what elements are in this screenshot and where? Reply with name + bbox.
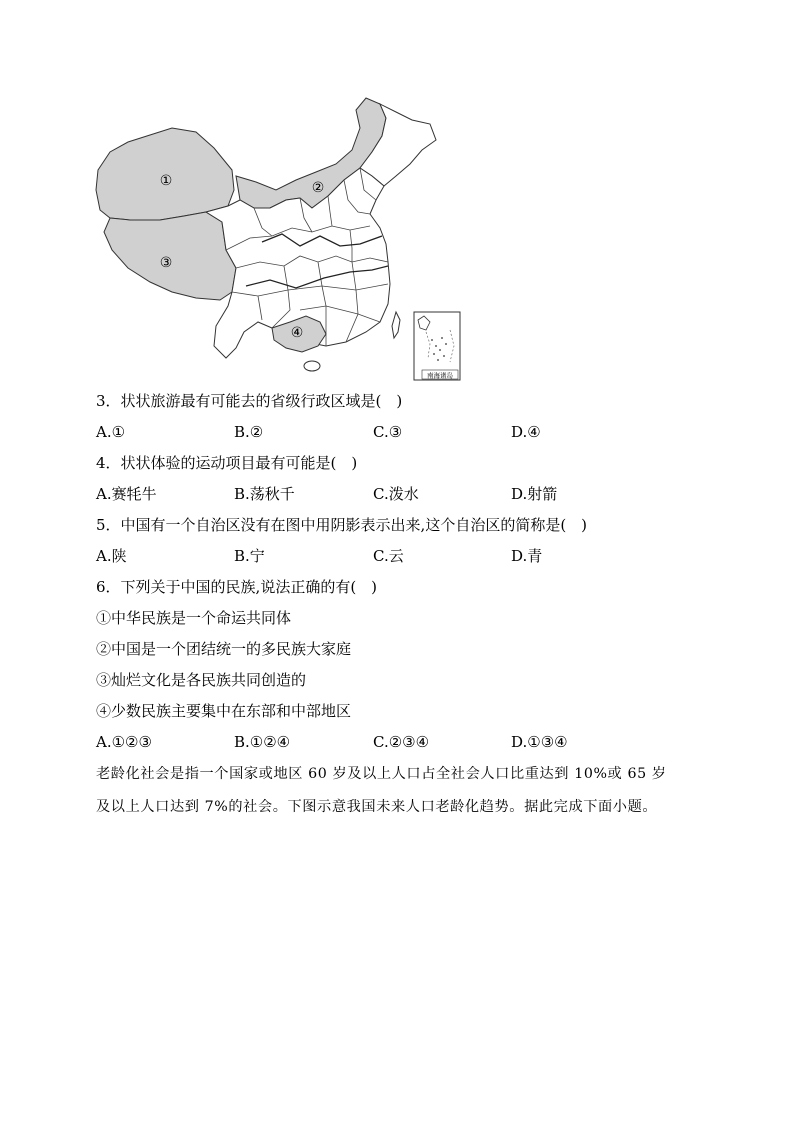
q5-option-a[interactable]: A.陕 (96, 547, 127, 565)
aging-society-passage (96, 764, 696, 817)
question-5-stem: 5．中国有一个自治区没有在图中用阴影表示出来,这个自治区的简称是( ) (96, 516, 588, 534)
q5-option-b[interactable]: B.宁 (234, 547, 265, 565)
china-province-map (94, 94, 464, 384)
q6-statement-2: ②中国是一个团结统一的多民族大家庭 (96, 640, 352, 658)
marker-4: ④ (290, 325, 304, 341)
q6-option-c[interactable]: C.②③④ (373, 733, 430, 751)
passage-line-2: 及以上人口达到 7%的社会。下图示意我国未来人口老龄化趋势。据此完成下面小题。 (96, 799, 658, 815)
q4-option-b[interactable]: B.荡秋千 (234, 485, 295, 503)
q5-option-d[interactable]: D.青 (511, 547, 543, 565)
inset-label: 南海诸岛 (427, 371, 453, 380)
q3-option-d[interactable]: D.④ (511, 423, 541, 441)
q6-option-a[interactable]: A.①②③ (96, 733, 152, 751)
q5-option-c[interactable]: C.云 (373, 547, 404, 565)
question-6-stem: 6．下列关于中国的民族,说法正确的有( ) (96, 578, 378, 596)
q6-option-b[interactable]: B.①②④ (234, 733, 291, 751)
marker-3: ③ (159, 255, 173, 271)
question-4-stem: 4．状状体验的运动项目最有可能是( ) (96, 454, 358, 472)
q6-option-d[interactable]: D.①③④ (511, 733, 568, 751)
q6-statement-3: ③灿烂文化是各民族共同创造的 (96, 671, 307, 689)
passage-line-1: 老龄化社会是指一个国家或地区 60 岁及以上人口占全社会人口比重达到 10%或 65 岁 (96, 766, 667, 782)
q4-option-c[interactable]: C.泼水 (373, 485, 419, 503)
q6-statement-4: ④少数民族主要集中在东部和中部地区 (96, 702, 352, 720)
marker-1: ① (159, 173, 173, 189)
q3-option-c[interactable]: C.③ (373, 423, 403, 441)
q4-option-a[interactable]: A.赛牦牛 (96, 485, 157, 503)
q3-option-b[interactable]: B.② (234, 423, 264, 441)
south-china-sea-inset (414, 312, 460, 380)
q6-statement-1: ①中华民族是一个命运共同体 (96, 609, 292, 627)
q3-option-a[interactable]: A.① (96, 423, 126, 441)
question-3-stem: 3．状状旅游最有可能去的省级行政区域是( ) (96, 392, 403, 410)
marker-2: ② (311, 180, 325, 196)
q4-option-d[interactable]: D.射箭 (511, 485, 558, 503)
